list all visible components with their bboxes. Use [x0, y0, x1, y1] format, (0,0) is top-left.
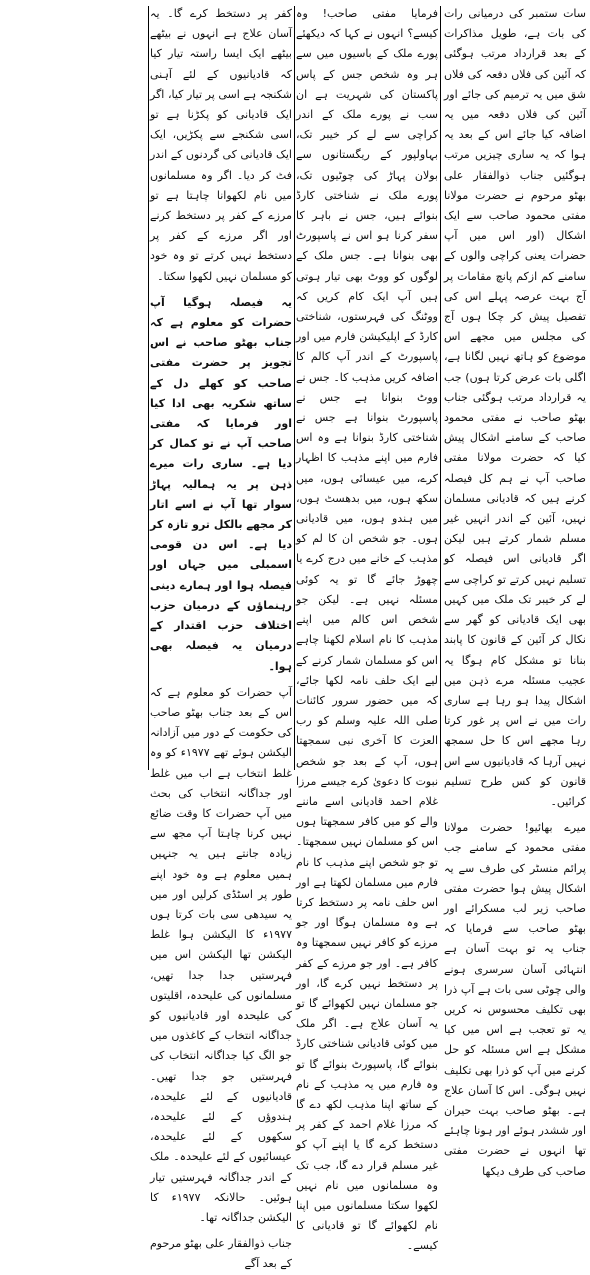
column-paragraph: سات ستمبر کی درمیانی رات کی بات ہے، طویل مذاکرات کے بعد قرارداد مرتب ہوگئی کہ آئین کی فلاں دفعہ کی فلاں شق میں یہ ترمیم کی جائے اور آئین کی فلاں دفعہ میں یہ اضافہ کیا جائے اس کے بعد یہ ہوا کہ یہ ساری چیزیں مرتب ہوگئیں جناب ذوالفقار علی بھٹو مرحوم نے حضرت مولانا مفتی محمود صاحب سے ایک اشکال (اور اس میں آپ حضرات یعنی کراچی والوں کے سامنے کم ازکم پانچ مقامات پر آج بہت عرصہ پہلے اس کی تفصیل پیش کر چکا ہوں آج کی مجلس میں مجھے اس موضوع کو ہاتھ نہیں لگانا ہے، اگلی بات عرض کرتا ہوں) جب یہ قرارداد مرتب ہوگئی جناب بھٹو صاحب نے مفتی محمود صاحب کے سامنے اشکال پیش کیا کہ حضرت مولانا مفتی صاحب آپ نے ہم کل فیصلہ کرنے ہیں کہ قادیانی مسلمان نہیں، آئین کے اندر انہیں غیر مسلم شمار کرتے ہیں لیکن اگر قادیانی اس فیصلہ کو تسلیم نہیں کرتے تو کراچی سے لے کر خیبر تک ملک میں کہیں بھی ایک قادیانی کو گھر سے نکال کر آئین کے قانون کا پابند بنانا تو مشکل کام ہوگا یہ عجیب مسئلہ مرے ذہن میں اشکال پیدا ہو رہا ہے ساری رات میں نے اس پر غور کرتا رہا مجھے اس کا حل سمجھ نہیں آرہا کہ قادیانیوں سے اس قانون کو کس طرح تسلیم کرائیں۔	[444, 7, 586, 808]
column-paragraph: میرے بھائیو! حضرت مولانا مفتی محمود کے سامنے جب پرائم منسٹر کی طرف سے یہ اشکال پیش ہوا حضرت مفتی صاحب زیر لب مسکرائے اور بھٹو صاحب سے فرمایا کہ جناب یہ تو بہت آسان ہے انتہائی آسان سرسری ہونے والی چوٹی سی بات ہے آپ ذرا بھی تکلیف محسوس نہ کریں یہ تو تعجب ہے اس میں کیا مشکل ہے اس مسئلہ کو حل کرنے میں آپ کو ذرا بھی تکلیف نہیں ہوگی۔ اس کا آسان علاج ہے۔ بھٹو صاحب بہت حیران اور ششدر ہوئے اور ہونا چاہئے تھا انہوں نے حضرت مفتی صاحب کی طرف دیکھا	[444, 821, 586, 1178]
column-paragraph: کفر پر دستخط کرے گا۔ یہ آسان علاج ہے انہوں نے بیٹھے بیٹھے ایک ایسا راستہ تیار کیا کہ قادیانیوں کے لئے آہنی شکنجہ ہے اسی پر تیار کیا، اگر ایک قادیانی کو پکڑنا ہے تو اسی شکنجے سے پکڑیں، ایک ایک قادیانی کی گردنوں کے اندر فٹ کر دیا۔ اگر وہ مسلمانوں میں نام لکھوانا چاہتا ہے تو مرزے کے کفر پر دستخط کرنے اور اگر مرزے کے کفر پر دستخط نہیں کرتے تو وہ خود کو مسلمان نہیں لکھوا سکتا۔	[150, 7, 292, 283]
column-paragraph: آپ حضرات کو معلوم ہے کہ اس کے بعد جناب بھٹو صاحب کی حکومت کے دور میں آزادانہ الیکشن ہوئے تھے ۱۹۷۷ء کو وہ غلط انتخاب ہے اب میں غلط اور جداگانہ انتخاب کی بحث میں آپ حضرات کا وقت ضائع نہیں کرنا چاہتا آپ مجھ سے زیادہ جانتے ہیں یہ جنہیں ہمیں معلوم ہے وہ خود اپنے طور پر اسٹڈی کرلیں اور میں یہ سیدھی سی بات کرتا ہوں ۱۹۷۷ء کا الیکشن ہوا غلط الیکشن تھا الیکشن اس میں فہرستیں جدا جدا تھیں، مسلمانوں کی علیحدہ، اقلیتوں کی علیحدہ اور قادیانیوں کو جداگانہ انتخاب کے کاغذوں میں جو الگ کیا جداگانہ انتخاب کی فہرستیں جو جدا تھیں۔ قادیانیوں کے لئے علیحدہ، ہندوؤں کے لئے علیحدہ، سکھوں کے لئے علیحدہ، عیسائیوں کے لئے علیحدہ۔ ملک کے اندر جداگانہ فہرستیں تیار ہوئیں۔ حالانکہ ۱۹۷۷ء کا الیکشن جداگانہ تھا۔	[150, 685, 293, 1224]
text-column-2	[296, 4, 438, 1253]
text-column-3	[150, 4, 293, 1271]
column-divider	[294, 6, 295, 770]
text-column-1	[444, 4, 586, 1178]
column-divider	[148, 6, 149, 770]
column-paragraph: یہ فیصلہ ہوگیا آپ حضرات کو معلوم ہے کہ جناب بھٹو صاحب نے اس تجویز پر حضرت مفتی صاحب کو کھلے دل کے ساتھ شکریہ بھی ادا کیا اور فرمایا کہ مفتی صاحب آپ نے تو کمال کر دیا ہے۔ ساری رات میرے ذہن پر یہ ہمالیہ پہاڑ سوار تھا آپ نے اسے اتار کر مجھے بالکل ترو تازہ کر دیا ہے۔ اس دن قومی اسمبلی میں جہاں اور فیصلہ ہوا اور ہمارے دینی رہنماؤں کے درمیان حزب اختلاف حزب اقتدار کے درمیان یہ فیصلہ بھی ہوا۔	[150, 295, 292, 673]
column-divider	[440, 6, 441, 770]
column-paragraph: جناب ذوالفقار علی بھٹو مرحوم کے بعد آگے	[150, 1237, 292, 1271]
column-paragraph: فرمایا مفتی صاحب! وہ کیسے؟ انہوں نے کہا کہ دیکھئے پورے ملک کے باسیوں میں سے ہر وہ شخص جس کے پاس پاکستان کی شہریت ہے ان سب نے پورے ملک کے اندر کراچی سے لے کر خیبر تک، بہاولپور کے ریگستانوں سے بولان پہاڑ کی چوٹیوں تک، پورے ملک نے شناختی کارڈ بنوائے ہیں، جس نے باہر کا سفر کرنا ہو اس نے پاسپورٹ بھی بنوانا ہے۔ جس ملک کے لوگوں کو ووٹ بھی تیار ہوتی ہیں آپ ایک کام کریں کہ ووٹنگ کی فہرستوں، شناختی کارڈ کے اپلیکیشن فارم میں اور پاسپورٹ کے اندر آپ کالم کا اضافہ کریں مذہب کا۔ جس نے ووٹ بنوانا ہے جس نے پاسپورٹ بنوانا ہے جس نے شناختی کارڈ بنوانا ہے وہ اس فارم میں اپنے مذہب کا اظہار کرے، میں عیسائی ہوں، میں سکھ ہوں، میں بدھسٹ ہوں، میں ہندو ہوں، میں قادیانی ہوں۔ جو شخص ان کا لم کو مذہب کے خانے میں درج کرے یا چھوڑ جائے گا تو یہ کوئی مسئلہ نہیں ہے۔ لیکن جو شخص اس کالم میں اپنے مذہب کا نام اسلام لکھنا چاہے اس کو مسلمان شمار کرنے کے لیے ایک حلف نامہ لکھا جائے، کہ میں حضور سرور کائنات صلی اللہ علیہ وسلم کو رب العزت کا آخری نبی سمجھتا ہوں، آپ کے بعد جو شخص نبوت کا دعویٰ کرے جیسے مرزا غلام احمد قادیانی اسے ماننے والے کو میں کافر سمجھتا ہوں اس کو مسلمان نہیں سمجھتا۔ تو جو شخص اپنے مذہب کا نام فارم میں مسلمان لکھتا ہے اور اس حلف نامہ پر دستخط کرتا ہے وہ مسلمان ہوگا اور جو مرزے کو کافر نہیں سمجھتا وہ کافر ہے۔ اور جو مرزے کے کفر پر دستخط نہیں کرے گا، اور جو مسلمان نہیں لکھوائے گا تو یہ آسان علاج ہے۔ اگر ملک میں کوئی قادیانی شناختی کارڈ بنوائے گا، پاسپورٹ بنوائے گا تو وہ فارم میں یہ مذہب کے نام کے ساتھ اپنا مذہب لکھ دے گا کہ مرزا غلام احمد کے کفر پر دستخط کرے گا یا اپنے آپ کو غیر مسلم قرار دے گا، جب تک وہ مسلمانوں میں نام نہیں لکھوا سکتا مسلمانوں میں اپنا نام لکھوائے گا تو قادیانی کا کیسے۔	[296, 7, 438, 1253]
text-column-4	[4, 4, 146, 772]
